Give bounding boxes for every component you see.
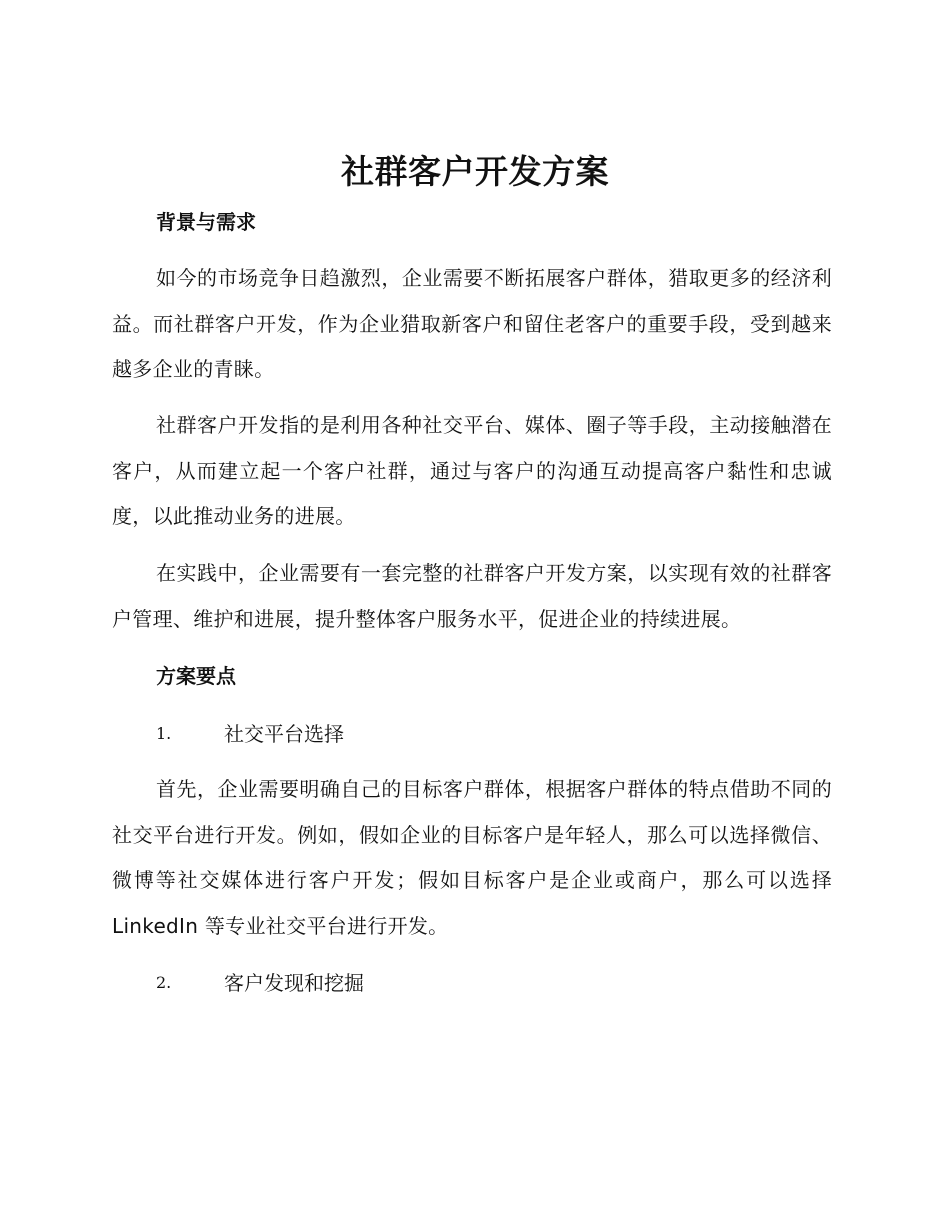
- list-number: 1.: [156, 724, 172, 743]
- paragraph-background-2: 社群客户开发指的是利用各种社交平台、媒体、圈子等手段，主动接触潜在客户，从而建立起一个客户社群，通过与客户的沟通互动提高客户黏性和忠诚度，以此推动业务的进展。: [112, 413, 832, 528]
- document-title: 社群客户开发方案: [341, 152, 609, 191]
- section-heading-background: 背景与需求: [156, 210, 256, 234]
- list-item-2: [156, 969, 836, 997]
- section-heading-key-points: 方案要点: [156, 664, 236, 688]
- paragraph-platform-selection: 首先，企业需要明确自己的目标客户群体，根据客户群体的特点借助不同的社交平台进行开发。例如，假如企业的目标客户是年轻人，那么可以选择微信、微博等社交媒体进行客户开发；假如目标客户是企业或商户，那么可以选择 LinkedIn 等专业社交平台进行开发。: [112, 777, 832, 938]
- list-item-label: 社交平台选择: [224, 722, 344, 746]
- paragraph-background-1: 如今的市场竞争日趋激烈，企业需要不断拓展客户群体，猎取更多的经济利益。而社群客户开发，作为企业猎取新客户和留住老客户的重要手段，受到越来越多企业的青睐。: [112, 266, 832, 381]
- list-item-1: [156, 720, 836, 748]
- list-number: 2.: [156, 973, 172, 992]
- paragraph-background-3: 在实践中，企业需要有一套完整的社群客户开发方案，以实现有效的社群客户管理、维护和进展，提升整体客户服务水平，促进企业的持续进展。: [112, 561, 832, 631]
- list-item-label: 客户发现和挖掘: [224, 971, 364, 995]
